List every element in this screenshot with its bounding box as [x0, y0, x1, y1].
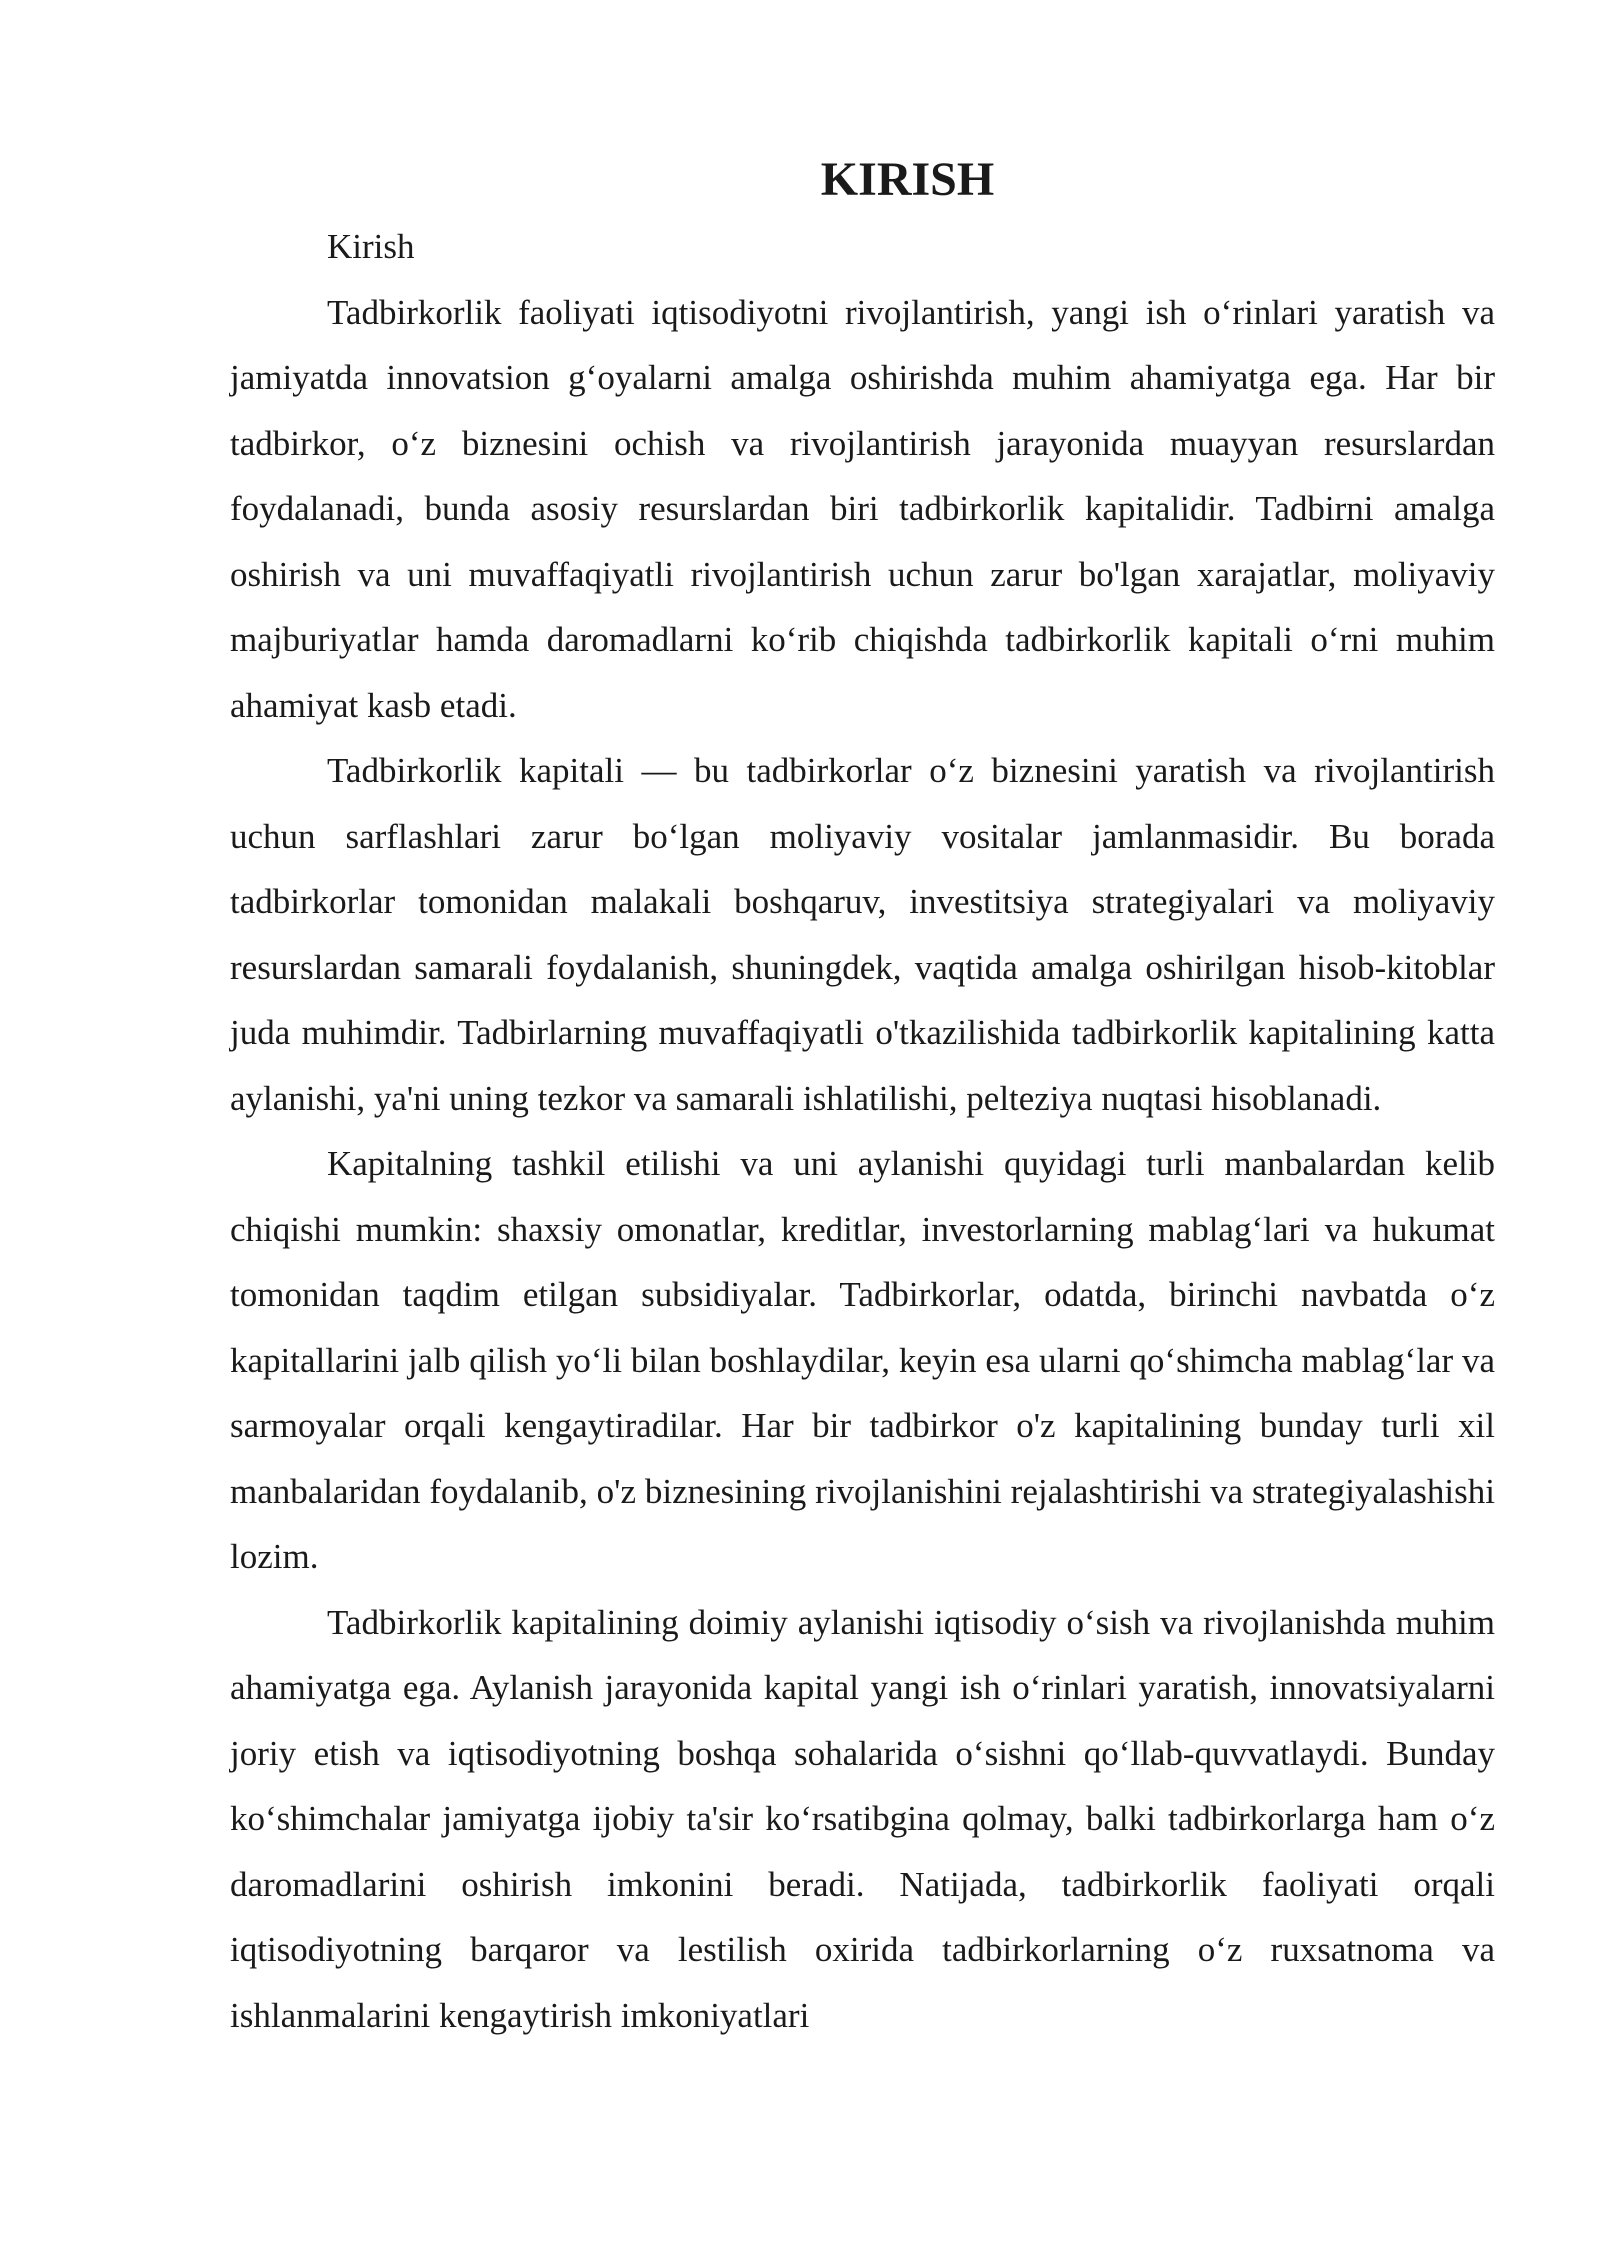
- paragraph-4: Tadbirkorlik kapitalining doimiy aylanishi iqtisodiy o‘sish va rivojlanishda muhim ahamiyatga ega. Aylanish jarayonida kapital yangi ish o‘rinlari yaratish, innovatsiyalarni joriy etish va iqtisodiyotning boshqa sohalarida o‘sishni qo‘llab-quvvatlaydi. Bunday ko‘shimchalar jamiyatga ijobiy ta'sir ko‘rsatibgina qolmay, balki tadbirkorlarga ham o‘z daromadlarini oshirish imkonini beradi. Natijada, tadbirkorlik faoliyati orqali iqtisodiyotning barqaror va lestilish oxirida tadbirkorlarning o‘z ruxsatnoma va ishlanmalarini kengaytirish imkoniyatlari: [230, 1602, 1495, 2035]
- page-title: KIRISH: [820, 153, 995, 206]
- subheading: Kirish: [327, 227, 415, 266]
- paragraph-2: Tadbirkorlik kapitali — bu tadbirkorlar o‘z biznesini yaratish va rivojlantirish uchun sarflashlari zarur bo‘lgan moliyaviy vositalar jamlanmasidir. Bu borada tadbirkorlar tomonidan malakali boshqaruv, investitsiya strategiyalari va moliyaviy resurslardan samarali foydalanish, shuningdek, vaqtida amalga oshirilgan hisob-kitoblar juda muhimdir. Tadbirlarning muvaffaqiyatli o'tkazilishida tadbirkorlik kapitalining katta aylanishi, ya'ni uning tezkor va samarali ishlatilishi, pelteziya nuqtasi hisoblanadi.: [230, 751, 1495, 1118]
- document-body: [230, 150, 1495, 2035]
- paragraph-3: Kapitalning tashkil etilishi va uni aylanishi quyidagi turli manbalardan kelib chiqishi mumkin: shaxsiy omonatlar, kreditlar, investorlarning mablag‘lari va hukumat tomonidan taqdim etilgan subsidiyalar. Tadbirkorlar, odatda, birinchi navbatda o‘z kapitallarini jalb qilish yo‘li bilan boshlaydilar, keyin esa ularni qo‘shimcha mablag‘lar va sarmoyalar orqali kengaytiradilar. Har bir tadbirkor o'z kapitalining bunday turli xil manbalaridan foydalanib, o'z biznesining rivojlanishini rejalashtirishi va strategiyalashishi lozim.: [230, 1144, 1495, 1576]
- paragraph-1: Tadbirkorlik faoliyati iqtisodiyotni rivojlantirish, yangi ish o‘rinlari yaratish va jamiyatda innovatsion g‘oyalarni amalga oshirishda muhim ahamiyatga ega. Har bir tadbirkor, o‘z biznesini ochish va rivojlantirish jarayonida muayyan resurslardan foydalanadi, bunda asosiy resurslardan biri tadbirkorlik kapitalidir. Tadbirni amalga oshirish va uni muvaffaqiyatli rivojlantirish uchun zarur bo'lgan xarajatlar, moliyaviy majburiyatlar hamda daromadlarni ko‘rib chiqishda tadbirkorlik kapitali o‘rni muhim ahamiyat kasb etadi.: [230, 292, 1495, 725]
